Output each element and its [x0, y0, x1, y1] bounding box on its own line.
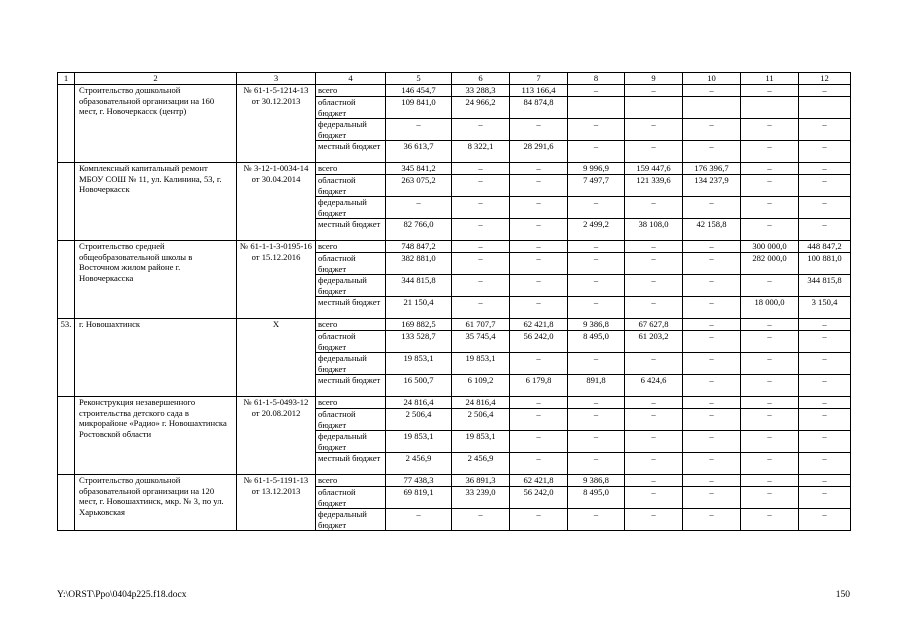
budget-type: местный бюджет — [316, 375, 386, 397]
amount-cell: 2 456,9 — [452, 453, 510, 475]
amount-cell: 6 179,8 — [510, 375, 568, 397]
amount-cell: 2 499,2 — [568, 219, 625, 241]
column-number: 1 — [58, 73, 75, 85]
amount-cell: 33 239,0 — [452, 487, 510, 509]
amount-cell: 146 454,7 — [386, 85, 452, 97]
amount-cell: – — [741, 453, 799, 475]
amount-cell: – — [741, 319, 799, 331]
amount-cell: – — [568, 431, 625, 453]
amount-cell: – — [741, 353, 799, 375]
amount-cell: – — [683, 141, 741, 163]
amount-cell: – — [568, 353, 625, 375]
amount-cell: – — [568, 85, 625, 97]
amount-cell: 84 874,8 — [510, 97, 568, 119]
amount-cell: 8 322,1 — [452, 141, 510, 163]
amount-cell: 133 528,7 — [386, 331, 452, 353]
amount-cell: 2 506,4 — [452, 409, 510, 431]
amount-cell: – — [799, 397, 851, 409]
amount-cell: – — [625, 119, 683, 141]
object-name: Комплексный капитальный ремонт МБОУ СОШ № 11, ул. Калинина, 53, г. Новочеркасск — [75, 163, 237, 241]
amount-cell: – — [683, 487, 741, 509]
amount-cell: 2 456,9 — [386, 453, 452, 475]
amount-cell: – — [683, 319, 741, 331]
amount-cell: – — [452, 119, 510, 141]
amount-cell: – — [625, 509, 683, 531]
amount-cell: 19 853,1 — [386, 431, 452, 453]
amount-cell: – — [741, 119, 799, 141]
amount-cell: – — [741, 397, 799, 409]
amount-cell: 134 237,9 — [683, 175, 741, 197]
amount-cell: 891,8 — [568, 375, 625, 397]
document-number: Х — [237, 319, 316, 397]
amount-cell: 9 386,8 — [568, 319, 625, 331]
amount-cell: 42 158,8 — [683, 219, 741, 241]
amount-cell: 2 506,4 — [386, 409, 452, 431]
amount-cell: – — [510, 241, 568, 253]
amount-cell: – — [741, 275, 799, 297]
budget-type: федеральный бюджет — [316, 197, 386, 219]
table-row — [58, 163, 851, 175]
amount-cell: – — [683, 297, 741, 319]
amount-cell: 28 291,6 — [510, 141, 568, 163]
amount-cell: – — [625, 475, 683, 487]
budget-type: всего — [316, 163, 386, 175]
amount-cell: 62 421,8 — [510, 475, 568, 487]
amount-cell: 62 421,8 — [510, 319, 568, 331]
amount-cell: – — [799, 487, 851, 509]
amount-cell: 300 000,0 — [741, 241, 799, 253]
amount-cell: – — [568, 197, 625, 219]
budget-type: федеральный бюджет — [316, 431, 386, 453]
amount-cell: 36 891,3 — [452, 475, 510, 487]
amount-cell: – — [799, 409, 851, 431]
amount-cell: 263 075,2 — [386, 175, 452, 197]
budget-type: областной бюджет — [316, 97, 386, 119]
amount-cell: – — [799, 163, 851, 175]
amount-cell: 33 288,3 — [452, 85, 510, 97]
amount-cell: – — [683, 409, 741, 431]
amount-cell — [625, 97, 683, 119]
amount-cell — [683, 97, 741, 119]
column-number: 2 — [75, 73, 237, 85]
file-path: Y:\ORST\Ppo\0404p225.f18.docx — [57, 590, 187, 600]
amount-cell: 16 500,7 — [386, 375, 452, 397]
row-number — [58, 475, 75, 531]
amount-cell: 61 203,2 — [625, 331, 683, 353]
amount-cell: – — [741, 175, 799, 197]
amount-cell: 6 109,2 — [452, 375, 510, 397]
amount-cell: 61 707,7 — [452, 319, 510, 331]
amount-cell: – — [683, 85, 741, 97]
amount-cell: – — [625, 409, 683, 431]
amount-cell: – — [568, 409, 625, 431]
budget-type: местный бюджет — [316, 453, 386, 475]
amount-cell: – — [510, 397, 568, 409]
amount-cell: – — [625, 241, 683, 253]
amount-cell: – — [386, 509, 452, 531]
amount-cell: 345 841,2 — [386, 163, 452, 175]
column-number: 7 — [510, 73, 568, 85]
budget-type: всего — [316, 85, 386, 97]
table-row — [58, 85, 851, 97]
amount-cell: – — [799, 453, 851, 475]
budget-type: местный бюджет — [316, 297, 386, 319]
amount-cell: 82 766,0 — [386, 219, 452, 241]
amount-cell: 169 882,5 — [386, 319, 452, 331]
object-name: Строительство дошкольной образовательной организации на 160 мест, г. Новочеркасск (центр) — [75, 85, 237, 163]
object-name: Реконструкция незавершенного строительства детского сада в микрорайоне «Радио» г. Новошахтинска Ростовской области — [75, 397, 237, 475]
column-number: 3 — [237, 73, 316, 85]
table-row — [58, 397, 851, 409]
amount-cell: – — [741, 409, 799, 431]
amount-cell: – — [510, 253, 568, 275]
row-number — [58, 241, 75, 319]
amount-cell: 24 816,4 — [452, 397, 510, 409]
amount-cell: – — [741, 219, 799, 241]
budget-type: всего — [316, 475, 386, 487]
amount-cell: 19 853,1 — [452, 353, 510, 375]
amount-cell: – — [799, 141, 851, 163]
amount-cell: – — [625, 353, 683, 375]
amount-cell: – — [452, 509, 510, 531]
amount-cell: – — [741, 197, 799, 219]
amount-cell: – — [625, 275, 683, 297]
amount-cell: 3 150,4 — [799, 297, 851, 319]
amount-cell: – — [799, 319, 851, 331]
amount-cell: – — [452, 175, 510, 197]
row-number — [58, 397, 75, 475]
amount-cell: – — [799, 219, 851, 241]
amount-cell: – — [452, 275, 510, 297]
amount-cell: – — [741, 163, 799, 175]
amount-cell: – — [568, 397, 625, 409]
column-number: 6 — [452, 73, 510, 85]
amount-cell: 35 745,4 — [452, 331, 510, 353]
amount-cell: – — [452, 241, 510, 253]
budget-table — [57, 72, 851, 531]
amount-cell: – — [625, 431, 683, 453]
amount-cell: – — [452, 163, 510, 175]
amount-cell: – — [625, 397, 683, 409]
amount-cell: 21 150,4 — [386, 297, 452, 319]
budget-type: федеральный бюджет — [316, 353, 386, 375]
amount-cell: 159 447,6 — [625, 163, 683, 175]
amount-cell: 448 847,2 — [799, 241, 851, 253]
amount-cell: – — [741, 141, 799, 163]
object-name: г. Новошахтинск — [75, 319, 237, 397]
row-number — [58, 85, 75, 163]
column-number: 11 — [741, 73, 799, 85]
amount-cell: – — [683, 197, 741, 219]
amount-cell: – — [386, 197, 452, 219]
amount-cell: – — [799, 431, 851, 453]
amount-cell: 36 613,7 — [386, 141, 452, 163]
amount-cell: – — [683, 375, 741, 397]
amount-cell: – — [683, 253, 741, 275]
amount-cell: – — [510, 197, 568, 219]
amount-cell: – — [625, 297, 683, 319]
amount-cell: – — [510, 297, 568, 319]
budget-type: областной бюджет — [316, 175, 386, 197]
amount-cell: – — [510, 431, 568, 453]
amount-cell: – — [741, 475, 799, 487]
amount-cell: – — [741, 85, 799, 97]
budget-type: всего — [316, 319, 386, 331]
amount-cell: 113 166,4 — [510, 85, 568, 97]
amount-cell: 282 000,0 — [741, 253, 799, 275]
amount-cell: – — [683, 431, 741, 453]
amount-cell: – — [510, 163, 568, 175]
amount-cell: – — [683, 509, 741, 531]
amount-cell: – — [568, 241, 625, 253]
amount-cell: – — [625, 487, 683, 509]
budget-type: федеральный бюджет — [316, 509, 386, 531]
amount-cell: 69 819,1 — [386, 487, 452, 509]
amount-cell: 18 000,0 — [741, 297, 799, 319]
document-number: № 61-1-5-1191-13 от 13.12.2013 — [237, 475, 316, 531]
amount-cell: 344 815,8 — [386, 275, 452, 297]
amount-cell: 8 495,0 — [568, 487, 625, 509]
table-row — [58, 241, 851, 253]
column-number: 4 — [316, 73, 386, 85]
amount-cell: – — [568, 453, 625, 475]
amount-cell: 748 847,2 — [386, 241, 452, 253]
amount-cell: – — [683, 397, 741, 409]
amount-cell: 77 438,3 — [386, 475, 452, 487]
object-name: Строительство средней общеобразовательной школы в Восточном жилом районе г. Новочеркасска — [75, 241, 237, 319]
amount-cell: – — [799, 509, 851, 531]
amount-cell: 24 816,4 — [386, 397, 452, 409]
column-number: 10 — [683, 73, 741, 85]
budget-type: областной бюджет — [316, 253, 386, 275]
budget-type: областной бюджет — [316, 331, 386, 353]
row-number: 53. — [58, 319, 75, 397]
page-number: 150 — [835, 590, 850, 600]
amount-cell: – — [625, 85, 683, 97]
amount-cell: – — [799, 353, 851, 375]
table-row — [58, 319, 851, 331]
amount-cell: 382 881,0 — [386, 253, 452, 275]
amount-cell: – — [741, 331, 799, 353]
amount-cell: – — [799, 375, 851, 397]
column-number: 8 — [568, 73, 625, 85]
amount-cell: – — [452, 253, 510, 275]
document-number: № 61-1-5-0493-12 от 20.08.2012 — [237, 397, 316, 475]
amount-cell: – — [510, 353, 568, 375]
amount-cell: – — [799, 475, 851, 487]
amount-cell: – — [683, 241, 741, 253]
budget-type: местный бюджет — [316, 141, 386, 163]
column-number-row — [58, 73, 851, 85]
object-name: Строительство дошкольной образовательной организации на 120 мест, г. Новошахтинск, мкр. № 3, по ул. Харьковская — [75, 475, 237, 531]
amount-cell: – — [799, 331, 851, 353]
amount-cell: – — [625, 453, 683, 475]
amount-cell: – — [683, 453, 741, 475]
amount-cell: 121 339,6 — [625, 175, 683, 197]
amount-cell: – — [625, 253, 683, 275]
amount-cell: 176 396,7 — [683, 163, 741, 175]
amount-cell: 19 853,1 — [386, 353, 452, 375]
amount-cell: 56 242,0 — [510, 487, 568, 509]
amount-cell: 9 386,8 — [568, 475, 625, 487]
amount-cell: – — [510, 175, 568, 197]
amount-cell: – — [741, 487, 799, 509]
amount-cell: 109 841,0 — [386, 97, 452, 119]
amount-cell: 8 495,0 — [568, 331, 625, 353]
document-number: № 61-1-5-1214-13 от 30.12.2013 — [237, 85, 316, 163]
amount-cell: 344 815,8 — [799, 275, 851, 297]
amount-cell: 7 497,7 — [568, 175, 625, 197]
amount-cell: – — [741, 375, 799, 397]
amount-cell — [799, 97, 851, 119]
amount-cell: – — [799, 175, 851, 197]
amount-cell: – — [683, 331, 741, 353]
amount-cell: – — [510, 219, 568, 241]
amount-cell: – — [386, 119, 452, 141]
row-number — [58, 163, 75, 241]
document-number: № 3-12-1-0034-14 от 30.04.2014 — [237, 163, 316, 241]
amount-cell: – — [799, 197, 851, 219]
amount-cell — [741, 97, 799, 119]
amount-cell: – — [741, 431, 799, 453]
table-row — [58, 475, 851, 487]
amount-cell: 67 627,8 — [625, 319, 683, 331]
column-number: 12 — [799, 73, 851, 85]
amount-cell: – — [568, 275, 625, 297]
amount-cell: – — [568, 253, 625, 275]
amount-cell: 24 966,2 — [452, 97, 510, 119]
amount-cell: 38 108,0 — [625, 219, 683, 241]
amount-cell: – — [568, 509, 625, 531]
column-number: 9 — [625, 73, 683, 85]
amount-cell: – — [510, 409, 568, 431]
amount-cell: 6 424,6 — [625, 375, 683, 397]
budget-type: областной бюджет — [316, 409, 386, 431]
amount-cell: – — [625, 197, 683, 219]
amount-cell: – — [452, 297, 510, 319]
budget-type: федеральный бюджет — [316, 275, 386, 297]
budget-type: местный бюджет — [316, 219, 386, 241]
amount-cell: – — [568, 119, 625, 141]
budget-type: федеральный бюджет — [316, 119, 386, 141]
amount-cell: – — [510, 119, 568, 141]
amount-cell: – — [799, 85, 851, 97]
amount-cell: – — [452, 197, 510, 219]
amount-cell: – — [741, 509, 799, 531]
document-number: № 61-1-1-3-0195-16 от 15.12.2016 — [237, 241, 316, 319]
amount-cell: – — [625, 141, 683, 163]
amount-cell: 19 853,1 — [452, 431, 510, 453]
amount-cell: – — [683, 353, 741, 375]
amount-cell: – — [452, 219, 510, 241]
amount-cell: – — [568, 297, 625, 319]
amount-cell: 100 881,0 — [799, 253, 851, 275]
amount-cell: – — [510, 275, 568, 297]
amount-cell: – — [799, 119, 851, 141]
amount-cell: 9 996,9 — [568, 163, 625, 175]
amount-cell: – — [683, 275, 741, 297]
amount-cell: – — [568, 141, 625, 163]
amount-cell: – — [683, 119, 741, 141]
amount-cell — [568, 97, 625, 119]
budget-type: всего — [316, 397, 386, 409]
amount-cell: – — [683, 475, 741, 487]
amount-cell: 56 242,0 — [510, 331, 568, 353]
budget-type: областной бюджет — [316, 487, 386, 509]
amount-cell: – — [510, 509, 568, 531]
budget-type: всего — [316, 241, 386, 253]
amount-cell: – — [510, 453, 568, 475]
column-number: 5 — [386, 73, 452, 85]
